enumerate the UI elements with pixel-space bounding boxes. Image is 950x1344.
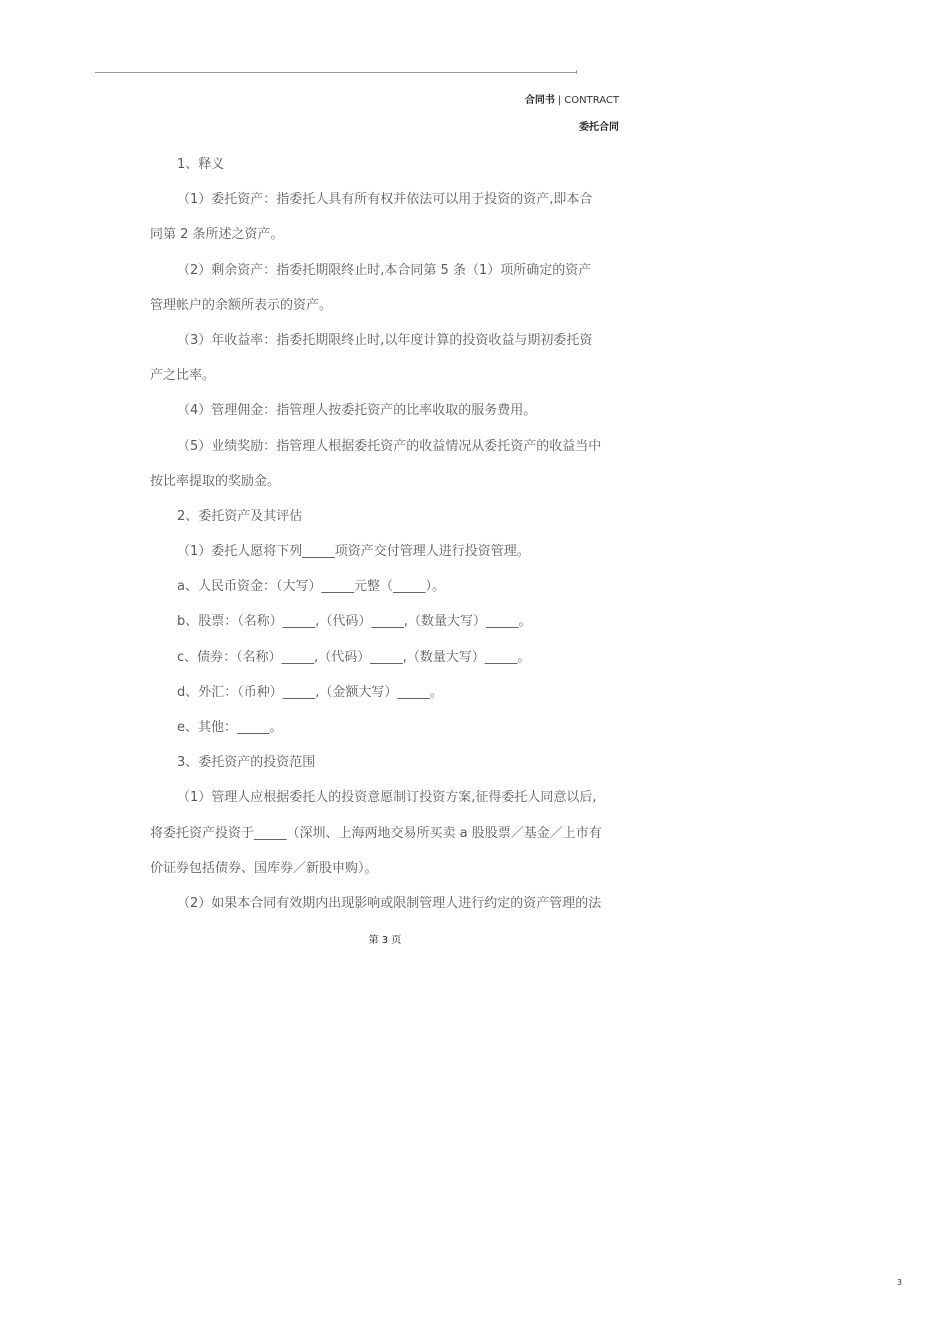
body-line: c、债券：（名称）_____,（代码）_____,（数量大写）_____。 (177, 649, 531, 665)
body-line: 产之比率。 (150, 368, 216, 384)
page-footer: 第 3 页 (368, 935, 402, 946)
body-line: b、股票：（名称）_____,（代码）_____,（数量大写）_____。 (177, 614, 532, 630)
header-title: 合同书 (524, 95, 555, 106)
header-title-en: CONTRACT (564, 95, 619, 106)
body-line: 3、委托资产的投资范围 (177, 755, 316, 771)
body-line: （4）管理佣金：指管理人按委托资产的比率收取的服务费用。 (177, 403, 537, 419)
body-line: （2）剩余资产：指委托期限终止时,本合同第 5 条（1）项所确定的资产 (177, 262, 592, 278)
body-line: （1）委托人愿将下列_____项资产交付管理人进行投资管理。 (177, 544, 530, 560)
body-line: e、其他：_____。 (177, 720, 283, 735)
header-subtitle: 委托合同 (579, 122, 619, 133)
document-header (525, 94, 619, 108)
body-line: 将委托资产投资于_____（深圳、上海两地交易所买卖 a 股股票／基金／上市有 (150, 825, 602, 841)
body-line: 按比率提取的奖励金。 (150, 473, 281, 489)
body-line: （3）年收益率：指委托期限终止时,以年度计算的投资收益与期初委托资 (177, 332, 593, 348)
body-line: （5）业绩奖励：指管理人根据委托资产的收益情况从委托资产的收益当中 (177, 438, 602, 454)
header-rule-tick (576, 70, 577, 74)
body-line: 1、释义 (177, 157, 225, 172)
body-line: d、外汇：（币种）_____,（金额大写）_____。 (177, 684, 443, 700)
header-separator: | (557, 95, 562, 106)
body-line: 同第 2 条所述之资产。 (150, 227, 284, 243)
body-line: （2）如果本合同有效期内出现影响或限制管理人进行约定的资产管理的法 (177, 895, 602, 911)
page-number: 3 (896, 1278, 902, 1287)
body-line: 价证券包括债券、国库券／新股申购）。 (150, 860, 378, 876)
body-line: （1）委托资产：指委托人具有所有权并依法可以用于投资的资产,即本合 (177, 192, 593, 208)
body-line: 2、委托资产及其评估 (177, 508, 303, 524)
body-line: （1）管理人应根据委托人的投资意愿制订投资方案,征得委托人同意以后, (177, 790, 597, 806)
header-rule (95, 72, 577, 73)
document-body (150, 147, 620, 921)
body-line: 管理帐户的余额所表示的资产。 (150, 297, 333, 313)
body-line: a、人民币资金：（大写）_____元整（_____）。 (177, 579, 445, 595)
